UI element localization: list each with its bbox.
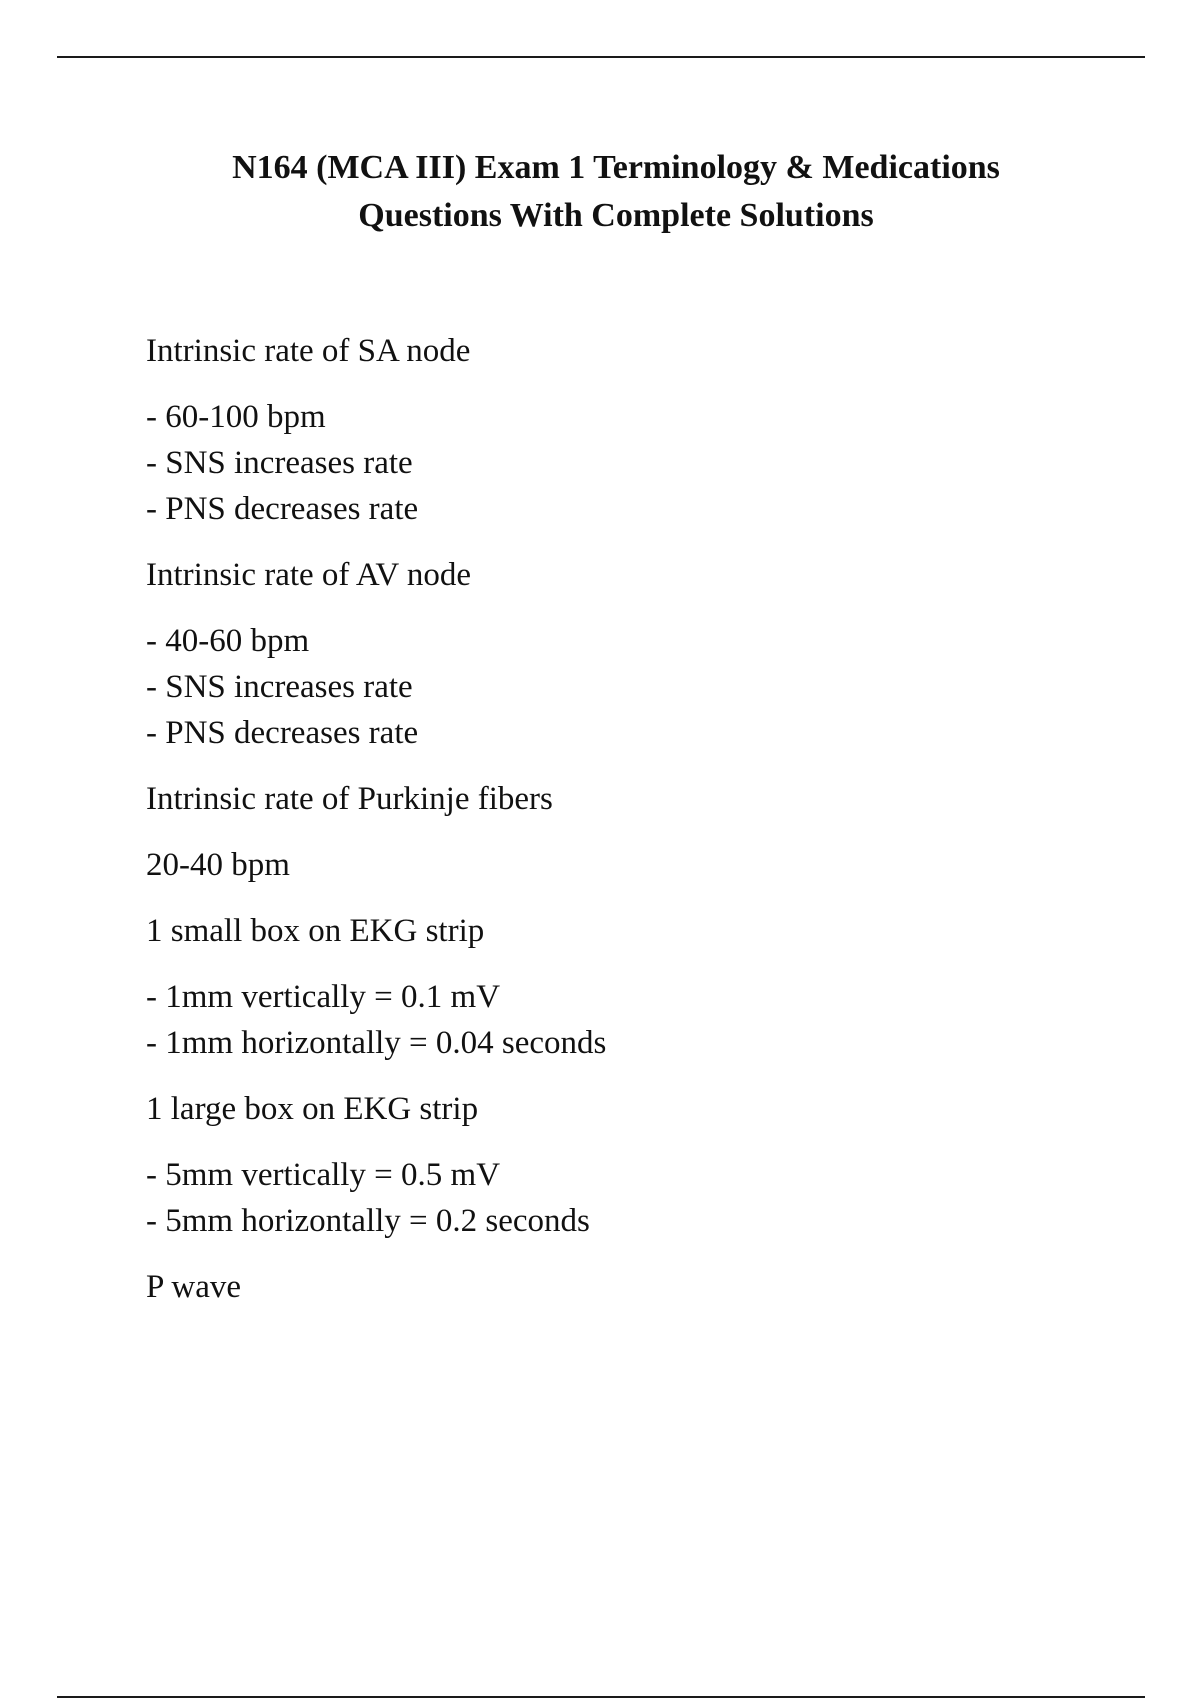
term-text: Intrinsic rate of Purkinje fibers [146,781,553,817]
card-definition [146,842,1146,888]
definition-line: - SNS increases rate [146,669,413,705]
card-definition [146,974,1146,1066]
card-definition [146,394,1146,532]
definition-line: - 40-60 bpm [146,623,310,659]
definition-line: - PNS decreases rate [146,715,419,751]
flashcard-list [146,328,1146,1330]
flashcard-purkinje-fibers [146,776,1146,888]
term-text: 1 large box on EKG strip [146,1091,479,1127]
card-term [146,1264,1146,1310]
definition-line: - 5mm horizontally = 0.2 seconds [146,1203,590,1239]
flashcard-large-box [146,1086,1146,1244]
definition-line: - 60-100 bpm [146,399,326,435]
definition-line: - PNS decreases rate [146,491,419,527]
footer-rule [57,1696,1145,1698]
definition-line: - 1mm vertically = 0.1 mV [146,979,501,1015]
term-text: P wave [146,1269,242,1305]
definition-line: - SNS increases rate [146,445,413,481]
flashcard-av-node [146,552,1146,756]
term-text: 1 small box on EKG strip [146,913,485,949]
card-term [146,1086,1146,1132]
document-title [0,144,1200,240]
document-title-line-2: Questions With Complete Solutions [358,197,874,234]
flashcard-small-box [146,908,1146,1066]
flashcard-p-wave [146,1264,1146,1310]
card-definition [146,1152,1146,1244]
card-term [146,552,1146,598]
term-text: Intrinsic rate of AV node [146,557,472,593]
definition-line: - 1mm horizontally = 0.04 seconds [146,1025,607,1061]
term-text: Intrinsic rate of SA node [146,333,471,369]
card-definition [146,618,1146,756]
document-title-line-1: N164 (MCA III) Exam 1 Terminology & Medications [232,149,1000,186]
flashcard-sa-node [146,328,1146,532]
card-term [146,776,1146,822]
card-term [146,908,1146,954]
definition-line: 20-40 bpm [146,847,290,883]
card-term [146,328,1146,374]
definition-line: - 5mm vertically = 0.5 mV [146,1157,501,1193]
header-rule [57,56,1145,58]
